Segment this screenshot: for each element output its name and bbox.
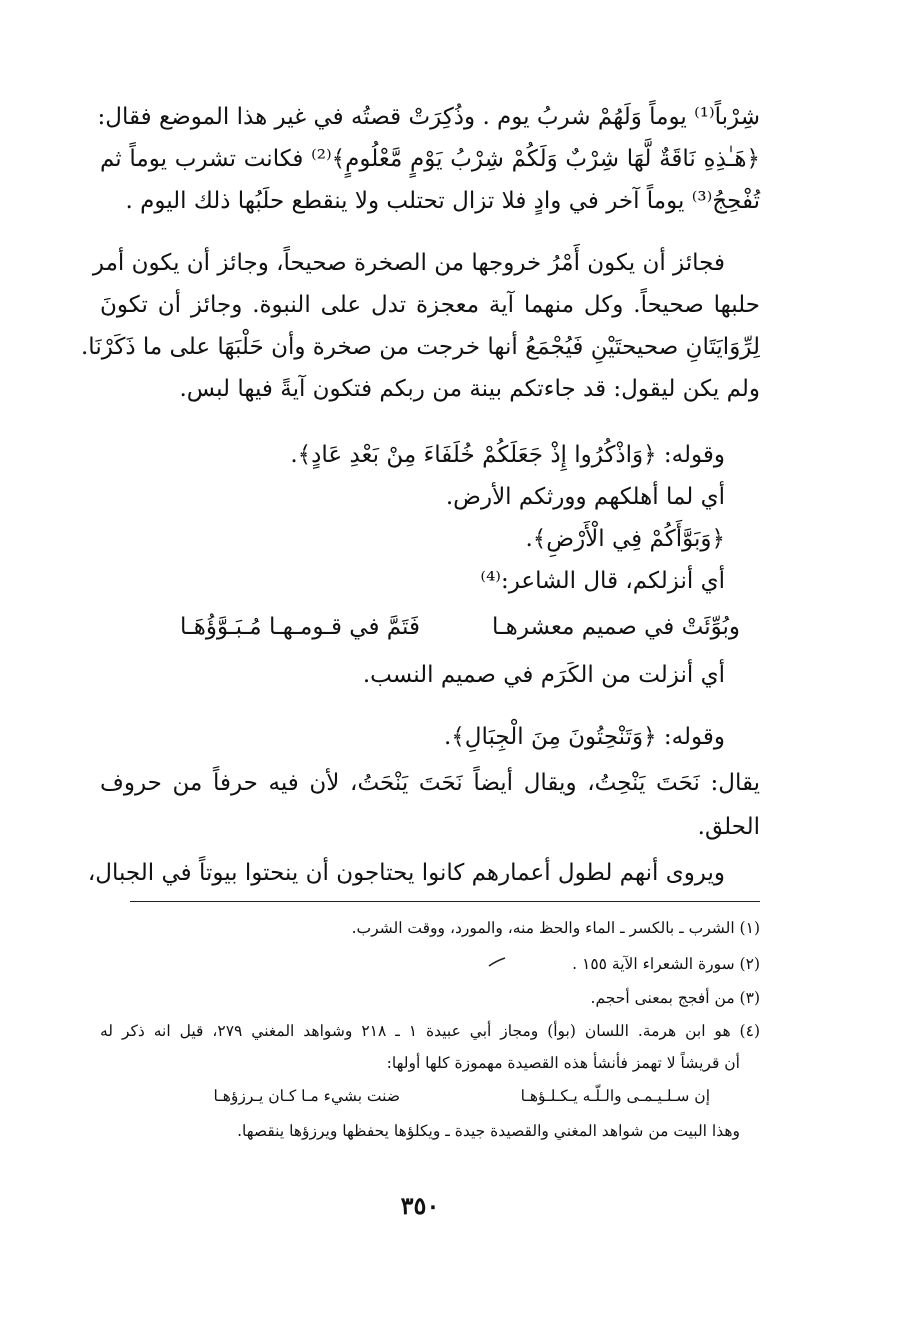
body-line-11: أي أنزلكم، قال الشاعر:⁽⁴⁾ [480, 568, 725, 594]
verse-second-hemistich: فَتَمَّ في قـومـهـا مُـبَـوَّؤُهَـا [180, 614, 420, 640]
footnote-4-line-1: (٤) هو ابن هرمة. اللسان (بوأ) ومجاز أبي عبيدة ١ ـ ٢١٨ وشواهد المغني ٢٧٩، قيل انه ذكر له [100, 1022, 760, 1040]
body-line-8: وقوله: ﴿وَاذْكُرُوا إِذْ جَعَلَكُمْ خُلَفَاءَ مِنْ بَعْدِ عَادٍ﴾. [290, 442, 725, 468]
body-line-15: الحلق. [697, 814, 760, 840]
footnote-4-line-2: أن قريشاً لا تهمز فأنشأ هذه القصيدة مهموزة كلها أولها: [386, 1054, 740, 1072]
body-line-13: وقوله: ﴿وَتَنْحِتُونَ مِنَ الْجِبَالِ﴾. [443, 724, 725, 750]
body-line-7: ولم يكن ليقول: قد جاءتكم بينة من ربكم فتكون آيةً فيها لبس. [179, 376, 760, 402]
body-line-3: تُفْحِجُ⁽³⁾ يوماً آخر في وادٍ فلا تزال تحتلب ولا ينقطع حلَبُها ذلك اليوم . [125, 188, 760, 214]
body-line-2: ﴿هَـٰذِهِ نَاقَةٌ لَّهَا شِرْبٌ وَلَكُمْ شِرْبُ يَوْمٍ مَّعْلُومٍ﴾⁽²⁾ فكانت تشرب يوماً ثم [100, 146, 760, 172]
footnote-4-line-3: وهذا البيت من شواهد المغني والقصيدة جيدة ـ ويكلؤها يحفظها ويرزؤها ينقصها. [237, 1122, 740, 1140]
body-line-5: حلبها صحيحاً. وكل منهما آية معجزة تدل على النبوة. وجائز أن تكونَ [100, 292, 760, 318]
body-line-14: يقال: نَحَتَ يَنْحِتُ، ويقال أيضاً نَحَتَ يَنْحَتُ، لأن فيه حرفاً من حروف [100, 770, 760, 796]
footnote-1: (١) الشرب ـ بالكسر ـ الماء والحظ منه، والمورد، ووقت الشرب. [351, 919, 760, 937]
footnote-4-verse-second: ضنت بشيء مـا كـان يـرزؤهـا [213, 1087, 400, 1105]
page-number: ٣٥٠ [400, 1191, 440, 1220]
verse-first-hemistich: وبُوِّئَتْ في صميم معشرهـا [491, 614, 740, 640]
pen-stroke-mark [487, 956, 507, 968]
body-line-12: أي أنزلت من الكَرَم في صميم النسب. [362, 662, 725, 688]
footnote-4-verse-first: إن سـلـيـمـى والـلّـه يـكـلـؤهـا [520, 1087, 710, 1105]
body-line-4: فجائز أن يكون أَمْرُ خروجها من الصخرة صحيحاً، وجائز أن يكون أمر [92, 250, 725, 276]
body-line-1: شِرْباً⁽¹⁾ يوماً وَلَهُمْ شربُ يوم . وذُكِرَتْ قصتُه في غير هذا الموضع فقال: [97, 104, 760, 130]
body-line-6: لِرِّوَايَتَانِ صحيحتَيْنِ فَيُجْمَعُ أنها خرجت من صخرة وأن حَلْبَهَا على ما ذَكَرْنَا. [81, 334, 760, 360]
footnote-separator [130, 901, 760, 902]
body-line-16: ويروى أنهم لطول أعمارهم كانوا يحتاجون أن ينحتوا بيوتاً في الجبال، [87, 860, 725, 886]
footnote-3: (٣) من أفجج بمعنى أحجم. [590, 989, 760, 1007]
body-line-10: ﴿وَبَوَّأَكُمْ فِي الْأَرْضِ﴾. [525, 526, 725, 552]
body-line-9: أي لما أهلكهم وورثكم الأرض. [445, 484, 725, 510]
footnote-2: (٢) سورة الشعراء الآية ١٥٥ . [572, 955, 760, 973]
